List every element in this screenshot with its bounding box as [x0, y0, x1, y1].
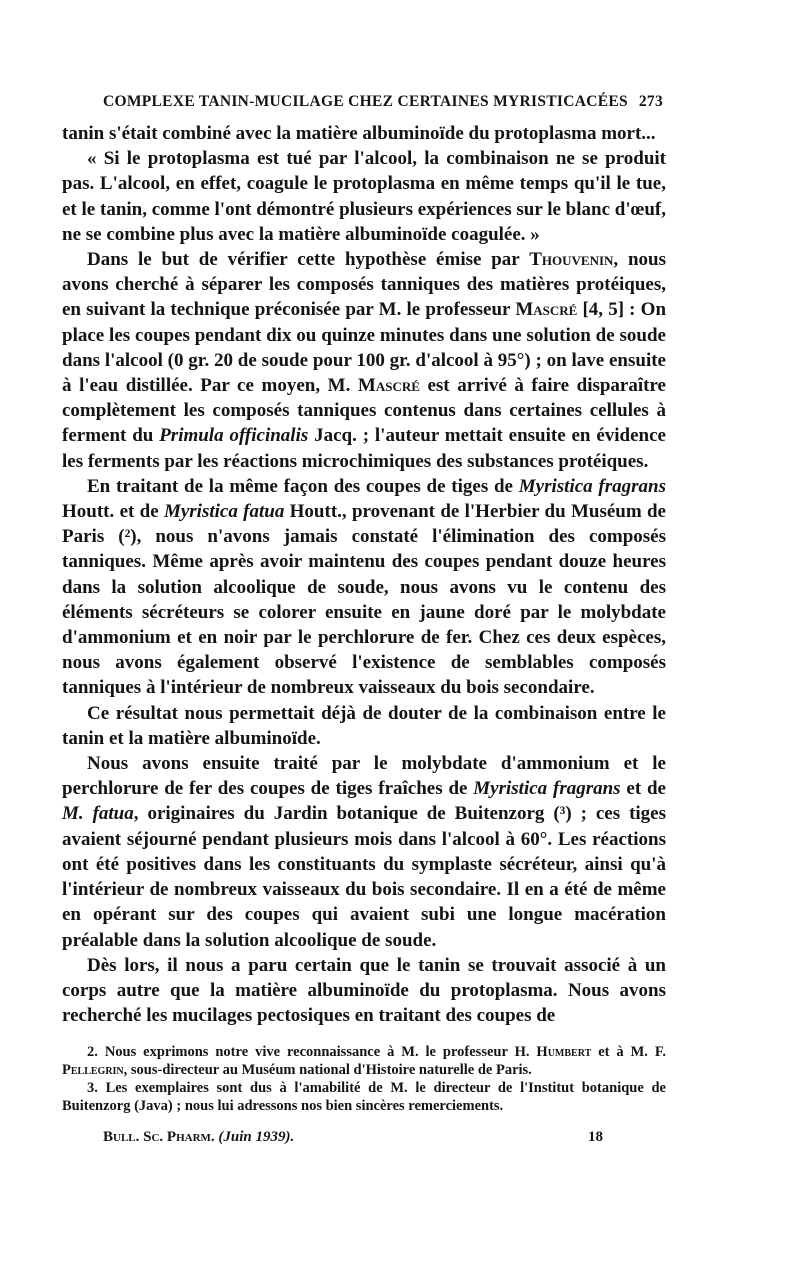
paragraph-2-quotation: « Si le protoplasma est tué par l'alcool, la combinaison ne se produit pas. L'alcool, en effet, coagule le protoplasma en même temps qu'il le tue, et le tanin, comme l'ont démontré plusieurs expériences sur le blanc d'œuf, ne se combine plus avec la matière albuminoïde coagulée. »: [62, 148, 666, 245]
footnote-3: 3. Les exemplaires sont dus à l'amabilité de M. le directeur de l'Institut botanique de Buitenzorg (Java) ; nous lui adressons nos bien sincères remerciements.: [62, 1080, 666, 1114]
body-text: [62, 121, 666, 1028]
paragraph-3: Dans le but de vérifier cette hypothèse émise par Thouvenin, nous avons cherché à séparer les composés tanniques des matières protéiques, en suivant la technique préconisée par M. le professeur Mascré [4, 5] : On place les coupes pendant dix ou quinze minutes dans une solution de soude dans l'alcool (0 gr. 20 de soude pour 100 gr. d'alcool à 95°) ; on lave ensuite à l'eau distillée. Par ce moyen, M. Mascré est arrivé à faire disparaître complètement les composés tanniques contenus dans certaines cellules à ferment du Primula officinalis Jacq. ; l'auteur mettait ensuite en évidence les ferments par les réactions microchimiques des substances protéiques.: [62, 249, 667, 472]
page-number: 273: [638, 93, 663, 110]
paragraph-1: tanin s'était combiné avec la matière albuminoïde du protoplasma mort...: [62, 123, 656, 144]
page-footer: [103, 1129, 603, 1146]
author-name-mascre: Mascré: [357, 375, 420, 397]
species-name: Primula officinalis: [159, 425, 309, 447]
paragraph-5: Ce résultat nous permettait déjà de douter de la combinaison entre le tanin et la matière albuminoïde.: [62, 702, 666, 749]
paragraph-6: Nous avons ensuite traité par le molybdate d'ammonium et le perchlorure de fer des coupes de tiges fraîches de Myristica fragrans et de M. fatua, originaires du Jardin botanique de Buitenzorg (³) ; ces tiges avaient séjourné pendant plusieurs mois dans l'alcool à 60°. Les réactions ont été positives dans les constituants du symplaste sécréteur, ainsi qu'à l'intérieur de nombreux vaisseaux du bois secondaire. Il en a été de même en opérant sur des coupes qui avaient subi une longue macération préalable dans la solution alcoolique de soude.: [62, 753, 666, 951]
footnotes: [62, 1043, 666, 1115]
running-title: COMPLEXE TANIN-MUCILAGE CHEZ CERTAINES MYRISTICACÉES: [103, 93, 628, 110]
running-header: [103, 93, 663, 111]
paragraph-7: Dès lors, il nous a paru certain que le tanin se trouvait associé à un corps autre que la matière albuminoïde du protoplasma. Nous avons recherché les mucilages pectosiques en traitant des coupes de: [62, 954, 666, 1027]
species-name: Myristica fatua: [163, 501, 285, 523]
paragraph-4: En traitant de la même façon des coupes de tiges de Myristica fragrans Houtt. et de Myristica fatua Houtt., provenant de l'Herbier du Muséum de Paris (²), nous n'avons jamais constaté l'élimination des composés tanniques. Même après avoir maintenu des coupes pendant douze heures dans la solution alcoolique de soude, nous avons vu le contenu des éléments sécréteurs se colorer ensuite en jaune doré par le molybdate d'ammonium et en noir par le perchlorure de fer. Chez ces deux espèces, nous avons également observé l'existence de semblables composés tanniques à l'intérieur de nombreux vaisseaux du bois secondaire.: [62, 475, 666, 699]
author-name-thouvenin: Thouvenin: [529, 249, 614, 271]
species-name: M. fatua: [62, 803, 134, 825]
sheet-number: 18: [588, 1129, 603, 1145]
author-name-mascre: Mascré: [515, 299, 578, 321]
author-name-humbert: Humbert: [536, 1044, 592, 1060]
journal-citation: Bull. Sc. Pharm. (Juin 1939).: [103, 1129, 295, 1145]
author-name-pellegrin: Pellegrin: [62, 1062, 124, 1078]
footnote-2: 2. Nous exprimons notre vive reconnaissance à M. le professeur H. Humbert et à M. F. Pellegrin, sous-directeur au Muséum national d'Histoire naturelle de Paris.: [62, 1044, 666, 1078]
species-name: Myristica fragrans: [518, 475, 666, 497]
species-name: Myristica fragrans: [473, 778, 621, 800]
